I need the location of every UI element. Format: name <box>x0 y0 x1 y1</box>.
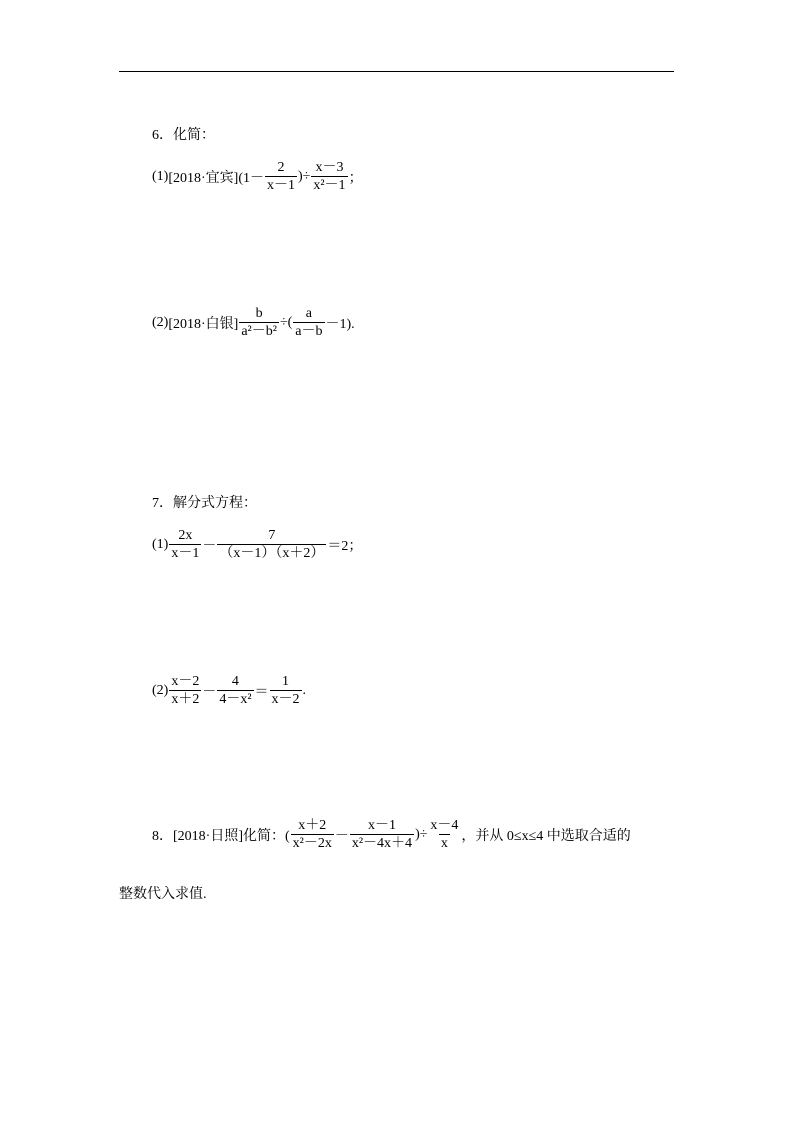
q6-part1 <box>152 160 363 193</box>
q7-heading <box>152 492 257 512</box>
q7-p1-label: (1) <box>152 536 169 552</box>
q8-div: )÷ <box>415 826 428 842</box>
q6-p1-close-div: )÷ <box>298 168 311 184</box>
q7-heading-text: 7．解分式方程： <box>152 496 257 511</box>
q7-p2-f1-denominator: x＋2 <box>171 692 200 707</box>
q8-fraction-3 <box>428 818 460 851</box>
q8-f3-denominator: x <box>440 836 448 851</box>
q7-part2 <box>152 674 306 707</box>
q6-p1-f2-denominator: x²－1 <box>313 178 346 193</box>
q6-p2-fraction-1 <box>239 306 279 339</box>
q8-prefix: 8．[2018·日照]化简：( <box>152 828 290 844</box>
q7-p2-f3-numerator: 1 <box>282 674 290 689</box>
q6-p1-source: [2018·宜宾] <box>168 170 239 186</box>
q6-p2-label: (2) <box>152 314 169 330</box>
q7-p1-minus: － <box>202 538 217 554</box>
q6-p1-f1-denominator: x－1 <box>267 178 295 193</box>
q6-part2 <box>152 306 355 339</box>
q7-p2-f2-numerator: 4 <box>231 674 239 689</box>
q7-p2-fraction-2 <box>217 674 253 707</box>
q8-line1 <box>152 818 631 851</box>
q8-f1-numerator: x＋2 <box>298 818 327 833</box>
q7-p2-fraction-1 <box>169 674 201 707</box>
q6-p1-open: (1－ <box>238 170 264 186</box>
q8-line2-text: 整数代入求值. <box>119 887 207 902</box>
q7-p2-minus: － <box>202 684 217 700</box>
q8-f1-denominator: x²－2x <box>292 836 332 851</box>
q7-p2-label: (2) <box>152 682 169 698</box>
q7-p2-fraction-3 <box>270 674 302 707</box>
q7-p1-fraction-2 <box>217 528 326 561</box>
q8-f3-numerator: x－4 <box>430 818 459 833</box>
q6-heading-text: 6．化简： <box>152 128 215 143</box>
q7-p2-f3-denominator: x－2 <box>271 692 300 707</box>
q6-p2-f2-denominator: a－b <box>295 324 323 339</box>
q6-p2-tail: －1). <box>325 316 355 332</box>
q7-p1-f1-numerator: 2x <box>178 528 193 543</box>
q8-f2-denominator: x²－4x＋4 <box>351 836 413 851</box>
q6-p1-fraction-1 <box>265 160 297 193</box>
q7-p2-f2-denominator: 4－x² <box>219 692 252 707</box>
q6-p2-fraction-2 <box>293 306 324 339</box>
q6-p2-f2-numerator: a <box>305 306 313 321</box>
q8-minus: － <box>334 828 349 844</box>
q7-p1-f2-numerator: 7 <box>268 528 276 543</box>
q6-p1-fraction-2 <box>311 160 347 193</box>
q6-p1-f1-numerator: 2 <box>277 160 285 175</box>
q6-p1-label: (1) <box>152 168 169 184</box>
q6-p2-div-open: ÷( <box>279 314 293 330</box>
q7-p2-equals: ＝ <box>254 684 269 700</box>
q6-heading <box>152 124 215 144</box>
q6-p2-f1-denominator: a²－b² <box>241 324 277 339</box>
q8-fraction-1 <box>291 818 334 851</box>
q8-line2 <box>119 883 207 903</box>
q7-p1-f2-denominator: （x－1）（x＋2） <box>219 546 325 561</box>
q6-p2-source: [2018·白银] <box>168 316 239 332</box>
q7-p1-rhs: ＝2； <box>327 538 363 554</box>
q7-p1-fraction-1 <box>169 528 201 561</box>
q8-f2-numerator: x－1 <box>367 818 396 833</box>
q7-p1-f1-denominator: x－1 <box>171 546 200 561</box>
q8-suffix: ，并从 0≤x≤4 中选取合适的 <box>461 828 631 844</box>
q7-part1 <box>152 528 362 561</box>
q6-p2-f1-numerator: b <box>255 306 263 321</box>
header-rule <box>119 71 674 72</box>
q7-p2-f1-numerator: x－2 <box>171 674 200 689</box>
q6-p1-f2-numerator: x－3 <box>315 160 344 175</box>
q7-p2-end: . <box>302 682 307 698</box>
q8-fraction-2 <box>350 818 414 851</box>
q6-p1-end: ； <box>348 170 363 186</box>
